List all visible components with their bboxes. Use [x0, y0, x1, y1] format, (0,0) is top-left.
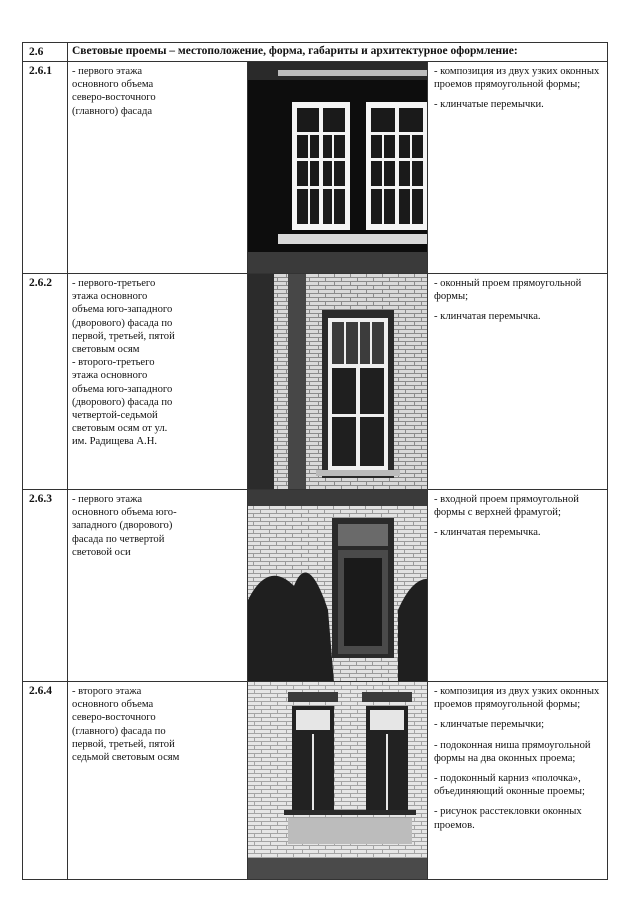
description-line: объема юго-западного [72, 304, 173, 316]
table-row [23, 62, 608, 274]
photo-cell [248, 490, 428, 682]
description-line: первой, третьей, пятой [72, 738, 175, 750]
row-number: 2.6.3 [23, 490, 68, 682]
row-description [68, 274, 248, 490]
photo-cell [248, 62, 428, 274]
facade-photo-windows-4 [248, 682, 428, 880]
note-item: - подоконный карниз «полочка», объединяющий оконные проемы; [434, 773, 585, 798]
description-line: этажа основного [72, 291, 148, 303]
section-number: 2.6 [23, 43, 68, 62]
table-row [23, 682, 608, 880]
section-header-row [23, 43, 608, 62]
row-description [68, 62, 248, 274]
description-line: световым осям от ул. [72, 423, 168, 435]
note-item: - клинчатые перемычки; [434, 719, 545, 731]
note-item: - входной проем прямоугольной формы с верхней фрамугой; [434, 494, 579, 519]
description-line: (дворового) фасада по [72, 396, 173, 408]
description-line: (главного) фасада по [72, 725, 166, 737]
note-item: - композиция из двух узких оконных проемов прямоугольной формы; [434, 686, 600, 711]
description-line: этажа основного [72, 370, 148, 382]
row-notes [428, 274, 608, 490]
note-item: - композиция из двух узких оконных проемов прямоугольной формы; [434, 66, 600, 91]
row-number: 2.6.4 [23, 682, 68, 880]
description-line: объема юго-западного [72, 383, 173, 395]
row-notes [428, 490, 608, 682]
table-row [23, 490, 608, 682]
description-line: - первого этажа [72, 494, 143, 505]
description-line: (главного) фасада [72, 105, 153, 117]
row-description [68, 682, 248, 880]
description-line: - первого этажа [72, 66, 143, 77]
section-title: Световые проемы – местоположение, форма, габариты и архитектурное оформление: [68, 43, 608, 62]
facade-photo-doorway [248, 490, 428, 682]
description-line: северо-восточного [72, 712, 156, 724]
table-row [23, 274, 608, 490]
note-item: - клинчатые перемычки. [434, 99, 544, 111]
facade-photo-windows-1 [248, 62, 428, 274]
description-line: основного объема [72, 699, 154, 711]
row-number: 2.6.2 [23, 274, 68, 490]
description-line: основного объема юго- [72, 507, 177, 519]
note-item: - рисунок расстекловки оконных проемов. [434, 806, 582, 831]
description-line: им. Радищева А.Н. [72, 436, 157, 448]
description-line: фасада по четвертой [72, 533, 165, 545]
row-number: 2.6.1 [23, 62, 68, 274]
note-item: - клинчатая перемычка. [434, 311, 541, 323]
description-line: световым осям [72, 344, 140, 356]
row-notes [428, 62, 608, 274]
note-item: - оконный проем прямоугольной формы; [434, 278, 582, 303]
description-line: четвертой-седьмой [72, 410, 158, 422]
description-line: (дворового) фасада по [72, 317, 173, 329]
description-line: основного объема [72, 79, 154, 91]
description-line: северо-восточного [72, 92, 156, 104]
facade-photo-window-2 [248, 274, 428, 490]
description-line: - второго этажа [72, 686, 142, 697]
description-line: западного (дворового) [72, 520, 173, 532]
note-item: - подоконная ниша прямоугольной формы на два оконных проема; [434, 739, 591, 764]
photo-cell [248, 274, 428, 490]
description-line: первой, третьей, пятой [72, 330, 175, 342]
description-line: - второго-третьего [72, 357, 155, 369]
row-description [68, 490, 248, 682]
description-line: седьмой световым осям [72, 752, 180, 764]
description-line: световой оси [72, 546, 131, 558]
description-line: - первого-третьего [72, 278, 156, 289]
section-table [22, 42, 608, 880]
photo-cell [248, 682, 428, 880]
note-item: - клинчатая перемычка. [434, 527, 541, 539]
row-notes [428, 682, 608, 880]
